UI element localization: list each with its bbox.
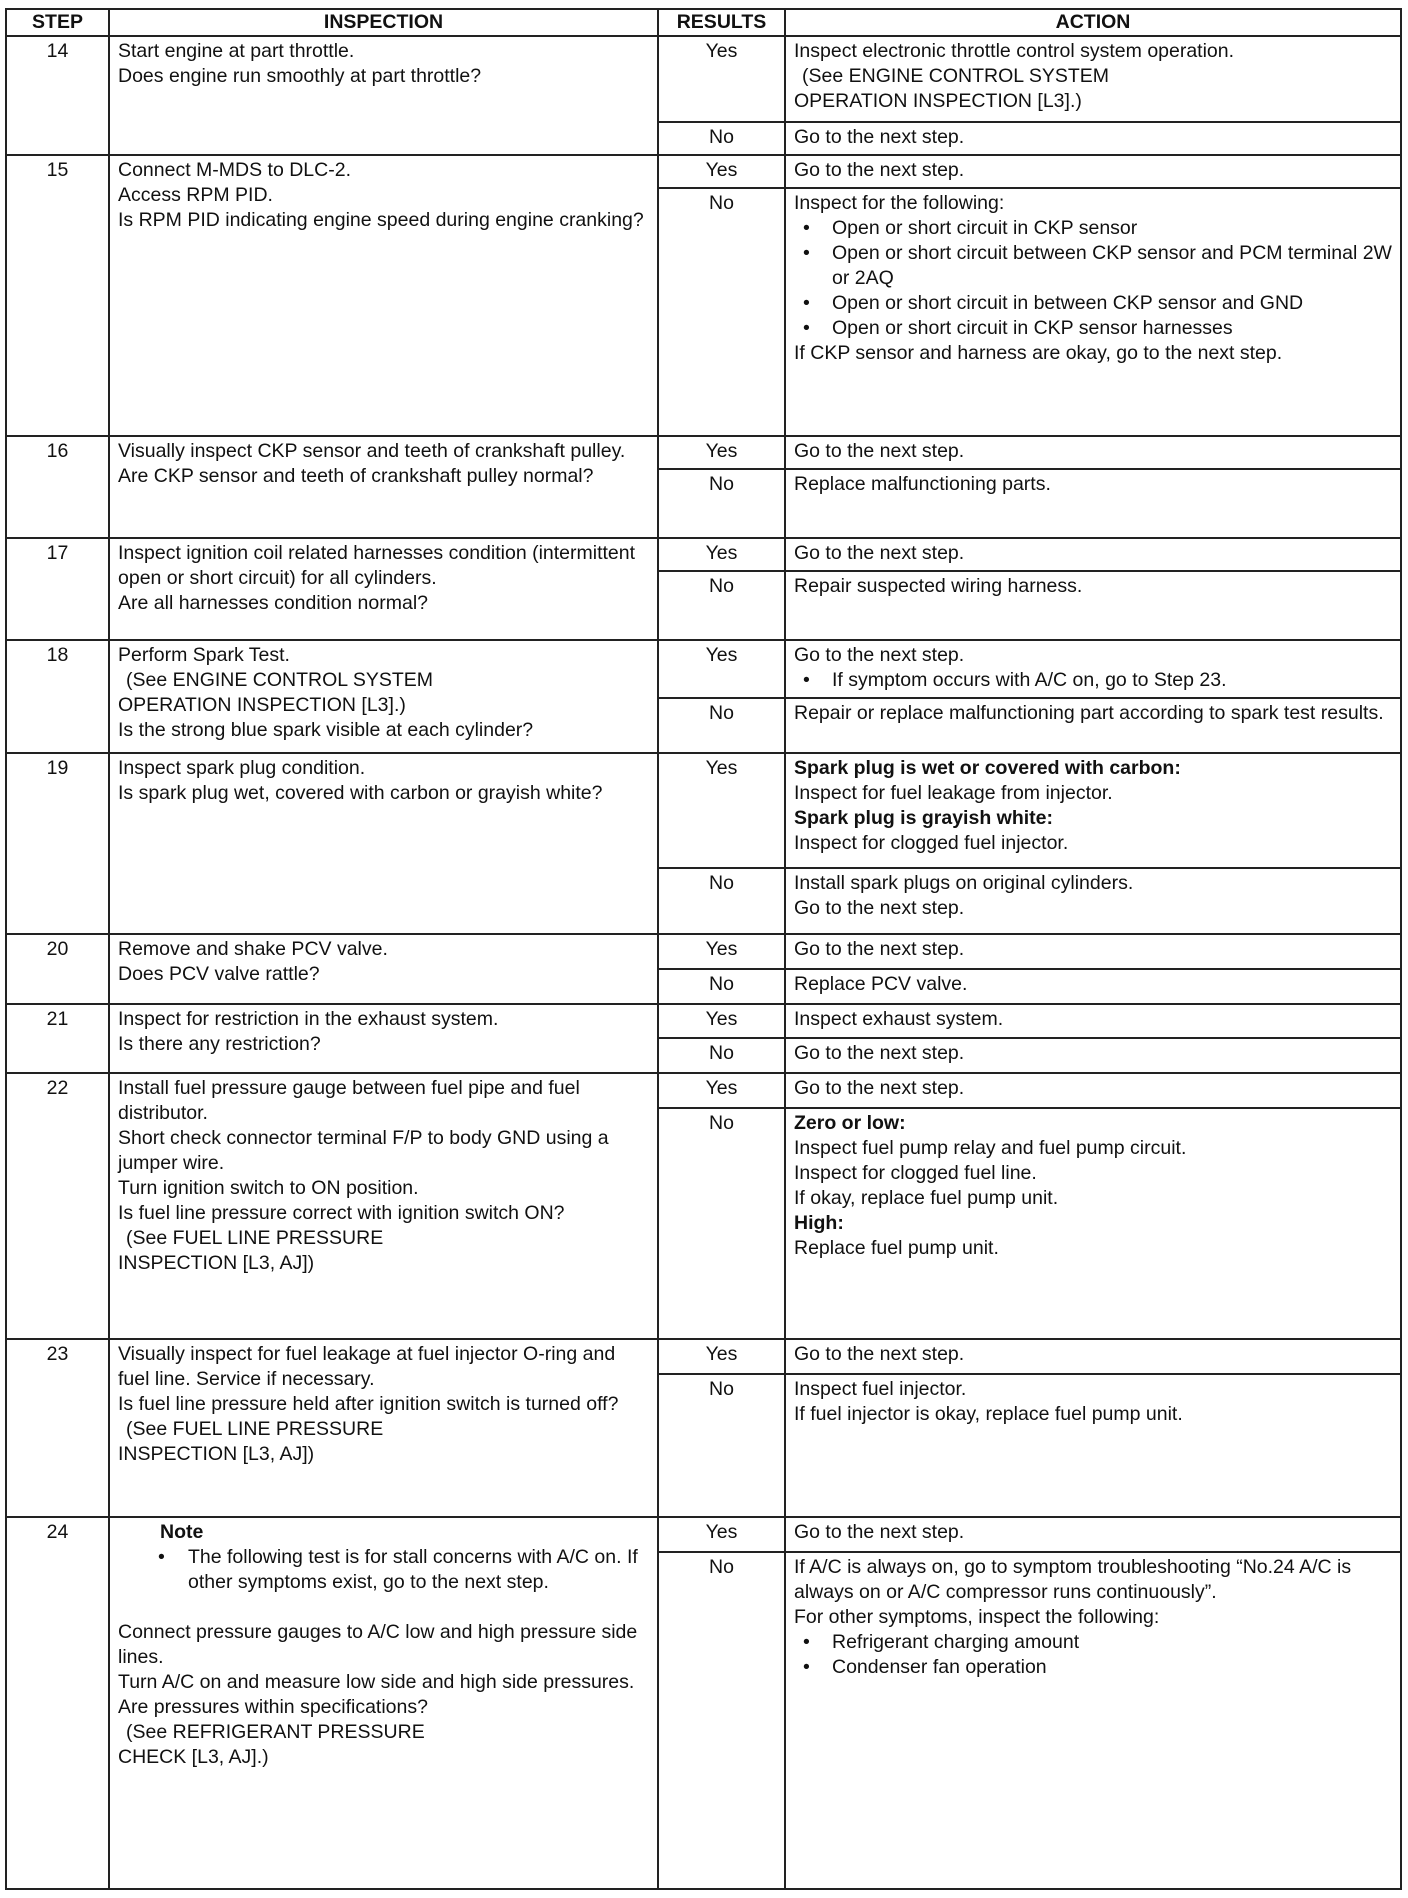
result-yes: Yes (658, 1339, 785, 1374)
action-yes (785, 934, 1401, 969)
inspection-cell (109, 155, 658, 436)
action-heading: Spark plug is wet or covered with carbon: (794, 756, 1181, 779)
bullet-list (794, 1630, 1392, 1680)
action-text: Replace fuel pump unit. (794, 1237, 999, 1260)
action-yes (785, 1517, 1401, 1552)
result-yes: Yes (658, 36, 785, 122)
action-text: Go to the next step. (794, 159, 965, 182)
inspection-cell (109, 538, 658, 640)
inspection-text: Does PCV valve rattle? (118, 962, 320, 985)
result-no: No (658, 969, 785, 1004)
action-text: Go to the next step. (794, 126, 965, 149)
result-no: No (658, 188, 785, 436)
list-item: • Condenser fan operation (794, 1655, 1392, 1680)
inspection-text: INSPECTION [L3, AJ]) (118, 1252, 315, 1275)
action-text: Inspect fuel pump relay and fuel pump circuit. (794, 1137, 1187, 1160)
result-yes: Yes (658, 934, 785, 969)
action-yes (785, 436, 1401, 469)
inspection-cell (109, 36, 658, 155)
action-heading: Zero or low: (794, 1112, 906, 1135)
inspection-text: Are CKP sensor and teeth of crankshaft pulley normal? (118, 464, 594, 487)
inspection-text: OPERATION INSPECTION [L3].) (118, 693, 406, 716)
bullet-list (794, 668, 1392, 693)
action-text: For other symptoms, inspect the following: (794, 1605, 1160, 1628)
action-text: If CKP sensor and harness are okay, go to the next step. (794, 342, 1283, 365)
result-yes: Yes (658, 1073, 785, 1108)
action-no (785, 1108, 1401, 1338)
table-row (6, 36, 1401, 122)
inspection-text: Is there any restriction? (118, 1032, 321, 1055)
table-row (6, 155, 1401, 188)
spacer (118, 1595, 649, 1620)
header-step: STEP (6, 9, 109, 36)
action-text: Inspect fuel injector. (794, 1377, 967, 1400)
action-yes (785, 640, 1401, 699)
action-yes (785, 538, 1401, 571)
action-yes (785, 1339, 1401, 1374)
result-no: No (658, 469, 785, 538)
result-yes: Yes (658, 753, 785, 868)
inspection-text: (See REFRIGERANT PRESSURE (126, 1720, 425, 1743)
inspection-text: (See FUEL LINE PRESSURE (126, 1227, 384, 1250)
inspection-text: Turn A/C on and measure low side and high side pressures. (118, 1670, 635, 1693)
table-row (6, 1339, 1401, 1374)
action-yes (785, 36, 1401, 122)
action-text: Go to the next step. (794, 1077, 965, 1100)
inspection-cell (109, 753, 658, 934)
list-item: • Open or short circuit in CKP sensor harnesses (794, 316, 1392, 341)
table-row (6, 538, 1401, 571)
inspection-text: Connect M-MDS to DLC-2. (118, 159, 351, 182)
action-text: Repair suspected wiring harness. (794, 574, 1083, 597)
inspection-text: Turn ignition switch to ON position. (118, 1177, 419, 1200)
list-item: • Open or short circuit in between CKP sensor and GND (794, 291, 1392, 316)
action-no (785, 571, 1401, 640)
inspection-text: Are pressures within specifications? (118, 1695, 428, 1718)
step-number: 22 (6, 1073, 109, 1338)
result-yes: Yes (658, 436, 785, 469)
inspection-text: Perform Spark Test. (118, 643, 290, 666)
action-text: Inspect electronic throttle control system operation. (794, 40, 1235, 62)
step-number: 17 (6, 538, 109, 640)
note-list (118, 1545, 649, 1595)
table-row (6, 1073, 1401, 1108)
action-no (785, 188, 1401, 436)
action-heading: Spark plug is grayish white: (794, 806, 1053, 829)
action-no (785, 1038, 1401, 1073)
step-number: 16 (6, 436, 109, 538)
inspection-text: Install fuel pressure gauge between fuel pipe and fuel distributor. (118, 1077, 580, 1125)
result-no: No (658, 868, 785, 934)
inspection-text: Access RPM PID. (118, 184, 273, 207)
action-text: Inspect for fuel leakage from injector. (794, 781, 1113, 804)
action-text: OPERATION INSPECTION [L3].) (794, 90, 1082, 112)
inspection-cell (109, 934, 658, 1004)
action-text: Go to the next step. (794, 896, 965, 919)
list-item: • Refrigerant charging amount (794, 1630, 1392, 1655)
action-text: If A/C is always on, go to symptom troubleshooting “No.24 A/C is always on or A/C compressor runs continuously”. (794, 1555, 1352, 1603)
inspection-cell (109, 1339, 658, 1517)
step-number: 21 (6, 1004, 109, 1074)
action-text: Go to the next step. (794, 1520, 965, 1543)
action-no (785, 469, 1401, 538)
header-row (6, 9, 1401, 36)
result-no: No (658, 571, 785, 640)
action-text: Go to the next step. (794, 1042, 965, 1065)
table-row (6, 436, 1401, 469)
inspection-text: (See FUEL LINE PRESSURE (126, 1417, 384, 1440)
result-no: No (658, 1552, 785, 1889)
action-no (785, 969, 1401, 1004)
list-item: • Open or short circuit in CKP sensor (794, 216, 1392, 241)
inspection-cell (109, 640, 658, 753)
inspection-text: Visually inspect CKP sensor and teeth of crankshaft pulley. (118, 439, 626, 462)
step-number: 23 (6, 1339, 109, 1517)
inspection-cell (109, 436, 658, 538)
action-text: Inspect for clogged fuel line. (794, 1162, 1037, 1185)
action-no (785, 868, 1401, 934)
inspection-text: Visually inspect for fuel leakage at fuel injector O-ring and fuel line. Service if necessary. (118, 1342, 616, 1390)
list-item: • Open or short circuit between CKP sensor and PCM terminal 2W or 2AQ (794, 241, 1392, 291)
inspection-text: Connect pressure gauges to A/C low and high pressure side lines. (118, 1620, 638, 1668)
result-yes: Yes (658, 538, 785, 571)
inspection-text: Start engine at part throttle. (118, 40, 355, 62)
inspection-text: Short check connector terminal F/P to body GND using a jumper wire. (118, 1127, 609, 1175)
step-number: 19 (6, 753, 109, 934)
inspection-text: Inspect spark plug condition. (118, 756, 366, 779)
result-no: No (658, 122, 785, 155)
inspection-text: Is fuel line pressure held after ignition switch is turned off? (118, 1392, 619, 1415)
note-label: Note (160, 1520, 204, 1543)
action-text: Replace PCV valve. (794, 972, 968, 995)
action-text: Repair or replace malfunctioning part according to spark test results. (794, 702, 1384, 725)
inspection-text: (See ENGINE CONTROL SYSTEM (126, 668, 434, 691)
inspection-text: Remove and shake PCV valve. (118, 937, 388, 960)
inspection-text: Is fuel line pressure correct with ignition switch ON? (118, 1202, 565, 1225)
action-text: Inspect for the following: (794, 192, 1005, 215)
step-number: 24 (6, 1517, 109, 1889)
table-row (6, 1004, 1401, 1039)
troubleshooting-table (5, 8, 1402, 1890)
result-yes: Yes (658, 1517, 785, 1552)
result-no: No (658, 698, 785, 753)
inspection-cell (109, 1517, 658, 1889)
action-text: Inspect for clogged fuel injector. (794, 831, 1069, 854)
step-number: 14 (6, 36, 109, 155)
action-no (785, 1552, 1401, 1889)
inspection-text: Is spark plug wet, covered with carbon or grayish white? (118, 781, 603, 804)
action-text: Go to the next step. (794, 439, 965, 462)
result-no: No (658, 1038, 785, 1073)
action-text: Inspect exhaust system. (794, 1007, 1004, 1030)
action-text: Go to the next step. (794, 541, 965, 564)
header-inspection: INSPECTION (109, 9, 658, 36)
action-text: Install spark plugs on original cylinders. (794, 871, 1134, 894)
inspection-cell (109, 1004, 658, 1074)
table-row (6, 934, 1401, 969)
action-text: Go to the next step. (794, 1342, 965, 1365)
action-text: If fuel injector is okay, replace fuel pump unit. (794, 1402, 1183, 1425)
action-no (785, 1374, 1401, 1517)
inspection-text: Is RPM PID indicating engine speed during engine cranking? (118, 209, 644, 232)
step-number: 18 (6, 640, 109, 753)
action-text: (See ENGINE CONTROL SYSTEM (802, 65, 1110, 87)
bullet-list (794, 216, 1392, 341)
step-number: 15 (6, 155, 109, 436)
inspection-text: INSPECTION [L3, AJ]) (118, 1442, 315, 1465)
action-yes (785, 1073, 1401, 1108)
header-results: RESULTS (658, 9, 785, 36)
result-yes: Yes (658, 1004, 785, 1039)
step-number: 20 (6, 934, 109, 1004)
inspection-text: Does engine run smoothly at part throttle? (118, 65, 482, 87)
action-text: Go to the next step. (794, 937, 965, 960)
inspection-cell (109, 1073, 658, 1338)
inspection-text: Are all harnesses condition normal? (118, 591, 429, 614)
action-yes (785, 155, 1401, 188)
action-text: If okay, replace fuel pump unit. (794, 1187, 1059, 1210)
action-no (785, 122, 1401, 155)
header-action: ACTION (785, 9, 1401, 36)
table-row (6, 1517, 1401, 1552)
result-no: No (658, 1108, 785, 1338)
action-text: Replace malfunctioning parts. (794, 472, 1051, 495)
action-text: Go to the next step. (794, 643, 965, 666)
inspection-text: Inspect ignition coil related harnesses condition (intermittent open or short circuit) for all cylinders. (118, 541, 636, 589)
note-item: • The following test is for stall concerns with A/C on. If other symptoms exist, go to the next step. (118, 1545, 649, 1595)
inspection-text: Is the strong blue spark visible at each cylinder? (118, 718, 534, 741)
table-row (6, 753, 1401, 868)
inspection-text: Inspect for restriction in the exhaust system. (118, 1007, 499, 1030)
result-yes: Yes (658, 155, 785, 188)
action-heading: High: (794, 1212, 844, 1235)
result-no: No (658, 1374, 785, 1517)
list-item: • If symptom occurs with A/C on, go to Step 23. (794, 668, 1392, 693)
action-yes (785, 1004, 1401, 1039)
inspection-text: CHECK [L3, AJ].) (118, 1745, 269, 1768)
action-no (785, 698, 1401, 753)
action-yes (785, 753, 1401, 868)
table-row (6, 640, 1401, 699)
result-yes: Yes (658, 640, 785, 699)
